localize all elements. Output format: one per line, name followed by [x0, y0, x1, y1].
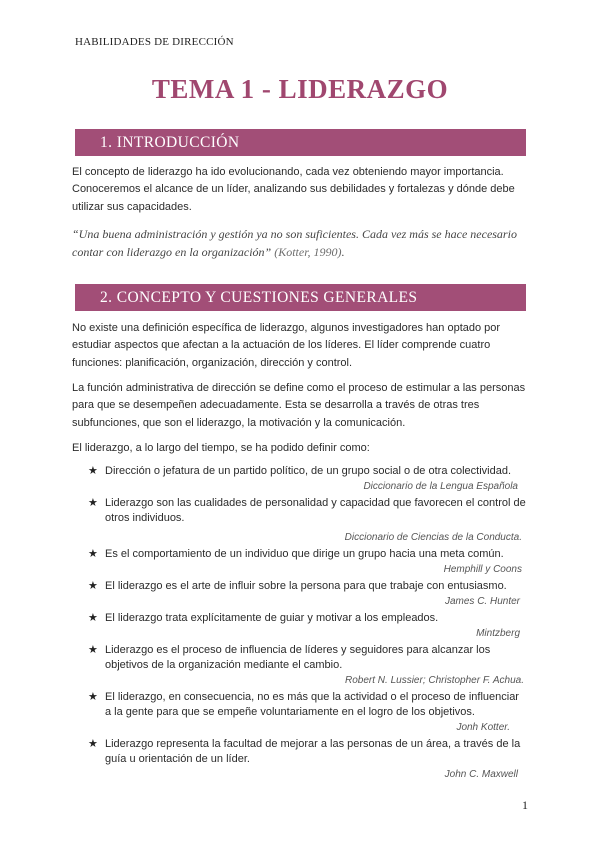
list-item [88, 643, 528, 688]
list-item [88, 547, 528, 577]
page-number: 1 [522, 798, 528, 812]
definition-text: El liderazgo, en consecuencia, no es más que la actividad o el proceso de influenciar a la gente para que se empeñe voluntariamente en el logro de los objetivos. [105, 691, 519, 718]
star-bullet-icon: ★ [88, 738, 98, 750]
quote-citation: (Kotter, 1990) [274, 244, 342, 259]
star-bullet-icon: ★ [88, 465, 98, 477]
definition-text: Dirección o jefatura de un partido político, de un grupo social o de otra colectividad. [105, 465, 512, 477]
definition-text: El liderazgo trata explícitamente de guiar y motivar a los empleados. [105, 612, 439, 624]
quote-text: “Una buena administración y gestión ya no son suficientes. Cada vez más se hace necesario contar con liderazgo en la organización” [72, 227, 517, 259]
concept-paragraph-1: No existe una definición específica de liderazgo, algunos investigadores han optado por estudiar aspectos que afectan a la actuación de los líderes. El líder comprende cuatro funciones: planificación, organización, dirección y control. [72, 322, 501, 369]
definition-source: Robert N. Lussier; Christopher F. Achua. [345, 675, 524, 686]
list-item [88, 690, 528, 735]
kotter-quote [72, 226, 528, 261]
page-title: TEMA 1 - LIDERAZGO [151, 74, 449, 104]
definition-source: Diccionario de Ciencias de la Conducta. [344, 532, 522, 543]
definition-source: Diccionario de la Lengua Española [363, 481, 518, 492]
concept-paragraph-2: La función administrativa de dirección se define como el proceso de estimular a las personas para que se desempeñen adecuadamente. Esta se desarrolla a través de otras tres subfunciones, que son el liderazgo, la motivación y la comunicación. [72, 382, 526, 429]
definition-source: John C. Maxwell [444, 769, 518, 780]
quote-end: . [341, 244, 345, 259]
definition-text: Liderazgo es el proceso de influencia de líderes y seguidores para alcanzar los objetivos de la organización mediante el cambio. [105, 644, 491, 671]
definitions-list [88, 464, 528, 782]
section-heading-introduccion: 1. INTRODUCCIÓN [75, 129, 526, 156]
definition-text: El liderazgo es el arte de influir sobre la persona para que trabaje con entusiasmo. [105, 580, 507, 592]
star-bullet-icon: ★ [88, 497, 98, 509]
list-item [88, 464, 528, 494]
list-item [88, 579, 528, 609]
definition-source: Hemphill y Coons [443, 564, 522, 575]
definition-text: Liderazgo representa la facultad de mejorar a las personas de un área, a través de la guía u orientación de un líder. [105, 738, 521, 765]
star-bullet-icon: ★ [88, 548, 98, 560]
star-bullet-icon: ★ [88, 691, 98, 703]
definition-text: Liderazgo son las cualidades de personalidad y capacidad que favorecen el control de otros individuos. [105, 497, 526, 524]
list-item [88, 496, 528, 545]
section-heading-concepto: 2. CONCEPTO Y CUESTIONES GENERALES [75, 284, 526, 311]
star-bullet-icon: ★ [88, 644, 98, 656]
definition-source: Mintzberg [476, 628, 520, 639]
list-item [88, 611, 528, 641]
running-header: HABILIDADES DE DIRECCIÓN [75, 36, 234, 48]
star-bullet-icon: ★ [88, 612, 98, 624]
star-bullet-icon: ★ [88, 580, 98, 592]
concept-paragraph-3: El liderazgo, a lo largo del tiempo, se ha podido definir como: [72, 442, 370, 454]
definition-source: Jonh Kotter. [456, 722, 510, 733]
definition-source: James C. Hunter [444, 596, 520, 607]
list-item [88, 737, 528, 782]
definition-text: Es el comportamiento de un individuo que dirige un grupo hacia una meta común. [105, 548, 504, 560]
intro-paragraph: El concepto de liderazgo ha ido evolucionando, cada vez obteniendo mayor importancia. Conoceremos el alcance de un líder, analizando sus debilidades y fortalezas y dónde debe utilizar sus capacidades. [72, 166, 515, 213]
